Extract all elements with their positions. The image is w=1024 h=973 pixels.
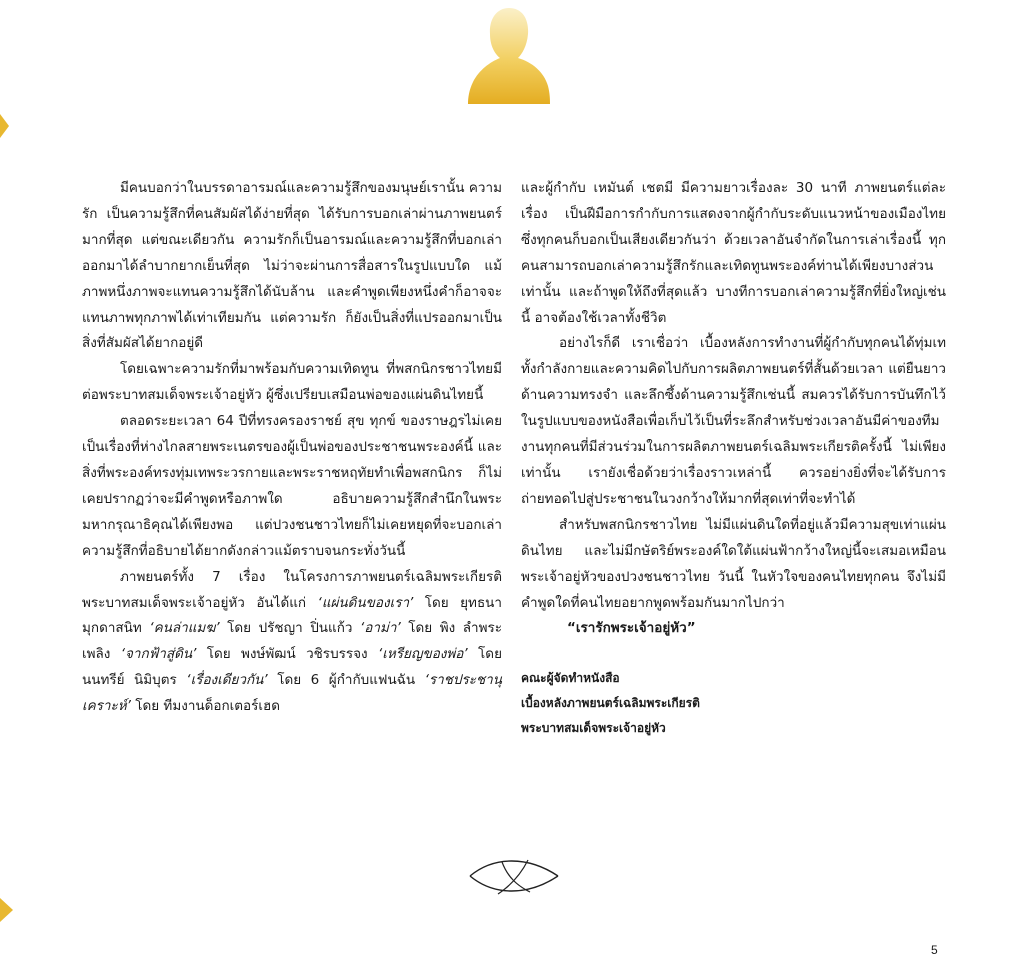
paragraph-text: โดย พงษ์พัฒน์ วชิรบรรจง	[196, 646, 378, 663]
paragraph-text: โดย ยุทธนา มุกดาสนิท	[82, 594, 502, 637]
film-title: ‘จากฟ้าสู่ดิน’	[120, 646, 197, 663]
film-title: ‘อาม่า’	[359, 620, 401, 637]
decorative-ornament-icon	[466, 852, 562, 902]
paragraph-text: ภาพยนตร์ทั้ง 7 เรื่อง ในโครงการภาพยนตร์เฉลิมพระเกียรติพระบาทสมเด็จพระเจ้าอยู่หัว อันได้แก่	[82, 568, 502, 611]
gold-edge-marker-icon	[0, 898, 14, 922]
film-title: ‘ราชประชานุเคราะห์’	[82, 672, 502, 715]
paragraph: สำหรับพสกนิกรชาวไทย ไม่มีแผ่นดินใดที่อยู่แล้วมีความสุขเท่าแผ่นดินไทย และไม่มีกษัตริย์พระองค์ใดใต้แผ่นฟ้ากว้างใหญ่นี้จะเสมอเหมือนพระเจ้าอยู่หัวของปวงชนชาวไทย วันนี้ ในหัวใจของคนไทยทุกคน จึงไม่มีคำพูดใดที่คนไทยอยากพูดพร้อมกันมากไปกว่า	[521, 516, 946, 611]
gold-edge-marker-icon	[0, 114, 14, 138]
paragraph-text: โดย ปรัชญา ปิ่นแก้ว	[219, 620, 360, 637]
film-title: ‘คนล่าแมฆ’	[149, 620, 220, 637]
paragraph: มีคนบอกว่าในบรรดาอารมณ์และความรู้สึกของมนุษย์เรานั้น ความรัก เป็นความรู้สึกที่คนสัมผัสได้ง่ายที่สุด ได้รับการบอกเล่าผ่านภาพยนตร์มากที่สุด แต่ขณะเดียวกัน ความรักก็เป็นอารมณ์และความรู้สึกที่บอกเล่าออกมาได้ลำบากยากเย็นที่สุด ไม่ว่าจะผ่านการสื่อสารในรูปแบบใด แม้ภาพหนึ่งภาพจะแทนความรู้สึกได้นับล้าน และคำพูดเพียงหนึ่งคำก็อาจจะแทนภาพทุกภาพได้เท่าเทียมกัน แต่ความรัก ก็ยังเป็นสิ่งที่แปรออกมาเป็นสิ่งที่สัมผัสได้ยากอยู่ดี	[82, 180, 502, 352]
film-title: ‘เหรียญของพ่อ’	[378, 646, 468, 663]
left-text-column	[82, 176, 502, 720]
credits-line: พระบาทสมเด็จพระเจ้าอยู่หัว	[521, 721, 666, 736]
paragraph-text: โดย พิง ลำพระเพลิง	[82, 620, 502, 663]
paragraph: โดยเฉพาะความรักที่มาพร้อมกับความเทิดทูน ที่พสกนิกรชาวไทยมีต่อพระบาทสมเด็จพระเจ้าอยู่หัว ผู้ซึ่งเปรียบเสมือนพ่อของแผ่นดินไทยนี้	[82, 361, 502, 404]
closing-quote: “เรารักพระเจ้าอยู่หัว”	[567, 620, 696, 637]
credits-line: คณะผู้จัดทำหนังสือ	[521, 671, 620, 686]
credits-block	[521, 666, 946, 741]
paragraph-text: โดย ทีมงานด็อกเตอร์เฮด	[130, 698, 281, 715]
film-title: ‘แผ่นดินของเรา’	[317, 594, 414, 611]
page-number: 5	[931, 943, 938, 957]
paragraph: และผู้กำกับ เหมันต์ เชตมี มีความยาวเรื่องละ 30 นาที ภาพยนตร์แต่ละเรื่อง เป็นฝีมือการกำกับการแสดงจากผู้กำกับระดับแนวหน้าของเมืองไทย ซึ่งทุกคนก็บอกเป็นเสียงเดียวกันว่า ด้วยเวลาอันจำกัดในการเล่าเรื่องนี้ ทุกคนสามารถบอกเล่าความรู้สึกรักและเทิดทูนพระองค์ท่านได้เพียงบางส่วนเท่านั้น และถ้าพูดให้ถึงที่สุดแล้ว บางทีการบอกเล่าความรู้สึกที่ยิ่งใหญ่เช่นนี้ อาจต้องใช้เวลาทั้งชีวิต	[521, 180, 946, 326]
paragraph-text: โดย 6 ผู้กำกับแฟนฉัน	[267, 672, 425, 689]
paragraph-text: โดย นนทรีย์ นิมิบุตร	[82, 646, 502, 689]
film-title: ‘เรื่องเดียวกัน’	[186, 672, 268, 689]
film-list-paragraph	[82, 565, 502, 720]
paragraph: อย่างไรก็ดี เราเชื่อว่า เบื้องหลังการทำงานที่ผู้กำกับทุกคนได้ทุ่มเททั้งกำลังกายและความคิดไปกับการผลิตภาพยนตร์ที่สั้นด้วยเวลา แต่ยืนยาวด้านความทรงจำ และลึกซึ้งด้านความรู้สึกเช่นนี้ สมควรได้รับการบันทึกไว้ในรูปแบบของหนังสือเพื่อเก็บไว้เป็นที่ระลึกสำหรับช่วงเวลาอันมีค่าของทีมงานทุกคนที่มีส่วนร่วมในการผลิตภาพยนตร์เฉลิมพระเกียรติครั้งนี้ ไม่เพียงเท่านั้น เรายังเชื่อด้วยว่าเรื่องราวเหล่านี้ ควรอย่างยิ่งที่จะได้รับการถ่ายทอดไปสู่ประชาชนในวงกว้างให้มากที่สุดเท่าที่จะทำได้	[521, 335, 946, 507]
paragraph: ตลอดระยะเวลา 64 ปีที่ทรงครองราชย์ สุข ทุกข์ ของราษฎรไม่เคยเป็นเรื่องที่ห่างไกลสายพระเนตรของผู้เป็นพ่อของประชาชนพระองค์นี้ และสิ่งที่พระองค์ทรงทุ่มเทพระวรกายและพระราชหฤทัยทำเพื่อพสกนิกร ก็ไม่เคยปรากฏว่าจะมีคำพูดหรือภาพใด อธิบายความรู้สึกสำนึกในพระมหากรุณาธิคุณได้เพียงพอ แต่ปวงชนชาวไทยก็ไม่เคยหยุดที่จะบอกเล่าความรู้สึกที่อธิบายได้ยากดังกล่าวแม้ตราบจนกระทั่งวันนี้	[82, 413, 502, 559]
credits-line: เบื้องหลังภาพยนตร์เฉลิมพระเกียรติ	[521, 696, 700, 711]
portrait-silhouette-icon	[466, 0, 552, 104]
right-text-column	[521, 176, 946, 741]
